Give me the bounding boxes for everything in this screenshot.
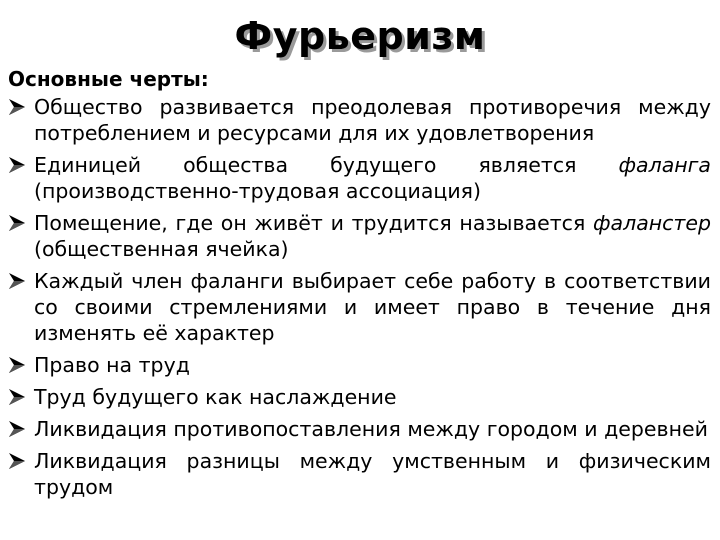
slide-title: Фурьеризм [234, 14, 486, 58]
bullet-text: Каждый член фаланги выбирает себе работу в соответствии со своими стремлениями и имеет право в течение дня изменять её характер [34, 269, 711, 345]
bullet-text: Общество развивается преодолевая противоречия между потреблением и ресурсами для их удовлетворения [34, 95, 711, 145]
arrowhead-bullet-icon [8, 352, 34, 378]
bullet-text: Ликвидация противопоставления между городом и деревней [34, 417, 708, 441]
bullet-list [8, 94, 711, 506]
bullet-text: Ликвидация разницы между умственным и физическим трудом [34, 449, 711, 499]
list-item [8, 210, 711, 262]
list-item [8, 268, 711, 346]
list-item [8, 416, 711, 442]
term-falanga: фаланга [618, 153, 711, 177]
list-item [8, 94, 711, 146]
arrowhead-bullet-icon [8, 210, 34, 236]
arrowhead-bullet-icon [8, 448, 34, 474]
list-item [8, 448, 711, 500]
arrowhead-bullet-icon [8, 94, 34, 120]
arrowhead-bullet-icon [8, 268, 34, 294]
bullet-text: Право на труд [34, 353, 190, 377]
list-item [8, 352, 711, 378]
list-item [8, 384, 711, 410]
term-falanster: фаланстер [593, 211, 711, 235]
subtitle-main-features: Основные черты: [8, 67, 209, 91]
arrowhead-bullet-icon [8, 152, 34, 178]
bullet-text: Труд будущего как наслаждение [34, 385, 397, 409]
list-item [8, 152, 711, 204]
bullet-text: Единицей общества будущего является фаланга (производственно-трудовая ассоциация) [34, 153, 711, 203]
arrowhead-bullet-icon [8, 384, 34, 410]
bullet-text: Помещение, где он живёт и трудится называется фаланстер (общественная ячейка) [34, 211, 711, 261]
arrowhead-bullet-icon [8, 416, 34, 442]
